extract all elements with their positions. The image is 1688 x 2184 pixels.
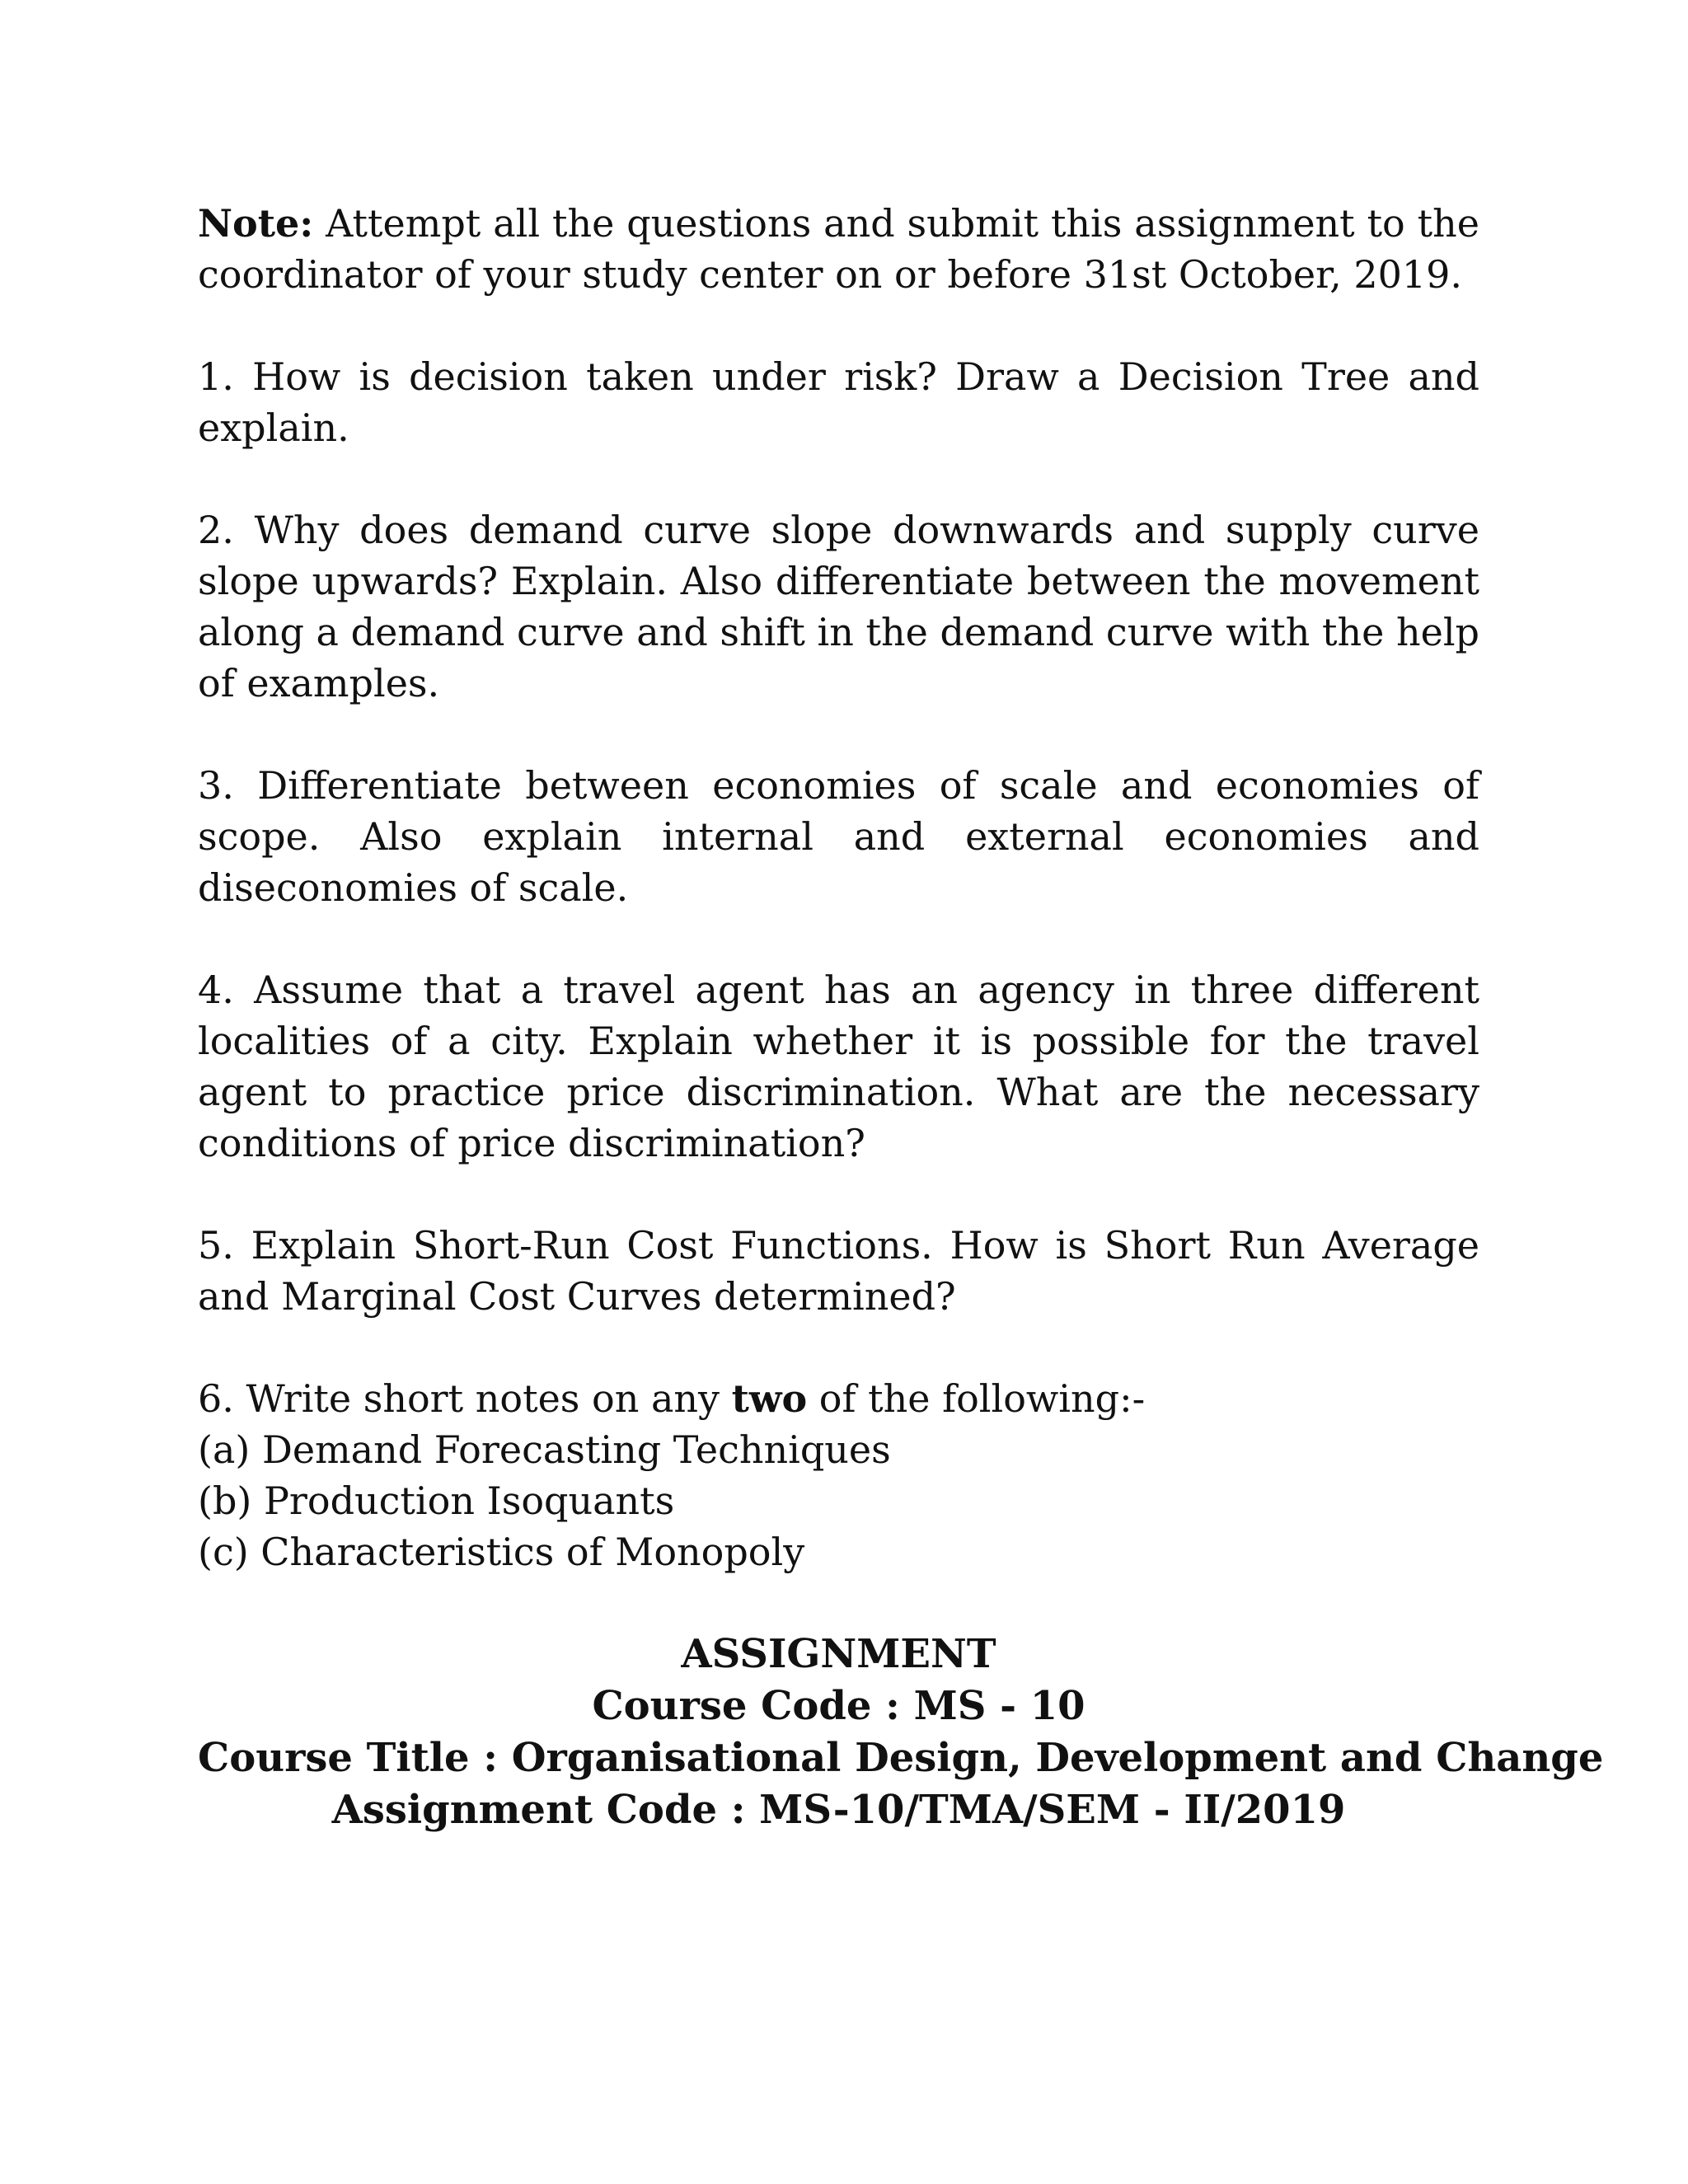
note-label: Note: [198, 201, 314, 246]
document-page [198, 198, 1604, 1836]
question-6-prefix: 6. Write short notes on any [198, 1376, 732, 1421]
question-6 [198, 1373, 1479, 1577]
question-6-option-b: (b) Production Isoquants [198, 1479, 675, 1523]
note-paragraph [198, 198, 1479, 300]
course-title: Course Title : Organisational Design, Development and Change [198, 1735, 1604, 1781]
question-6-suffix: of the following:- [807, 1376, 1146, 1421]
question-4: 4. Assume that a travel agent has an agency in three different localities of a city. Explain whether it is possible for the travel agent to practice price discrimination. What are the necessary conditions of price discrimination? [198, 968, 1479, 1165]
question-6-option-a: (a) Demand Forecasting Techniques [198, 1427, 891, 1472]
assignment-title: ASSIGNMENT [681, 1631, 996, 1677]
course-code: Course Code : MS - 10 [592, 1683, 1085, 1729]
question-5: 5. Explain Short-Run Cost Functions. How is Short Run Average and Marginal Cost Curves determined? [198, 1223, 1479, 1319]
question-1: 1. How is decision taken under risk? Draw a Decision Tree and explain. [198, 354, 1479, 450]
assignment-header [198, 1629, 1604, 1836]
question-6-option-c: (c) Characteristics of Monopoly [198, 1530, 805, 1574]
assignment-code: Assignment Code : MS-10/TMA/SEM - II/2019 [331, 1787, 1346, 1833]
question-2: 2. Why does demand curve slope downwards and supply curve slope upwards? Explain. Also differentiate between the movement along a demand curve and shift in the demand curve with the help of examples. [198, 508, 1479, 705]
note-text: Attempt all the questions and submit this assignment to the coordinator of your study center on or before 31st October, 2019. [198, 201, 1479, 297]
question-3: 3. Differentiate between economies of scale and economies of scope. Also explain internal and external economies and diseconomies of scale. [198, 763, 1479, 910]
question-6-emphasis: two [731, 1376, 808, 1421]
question-6-stem [198, 1373, 1479, 1424]
